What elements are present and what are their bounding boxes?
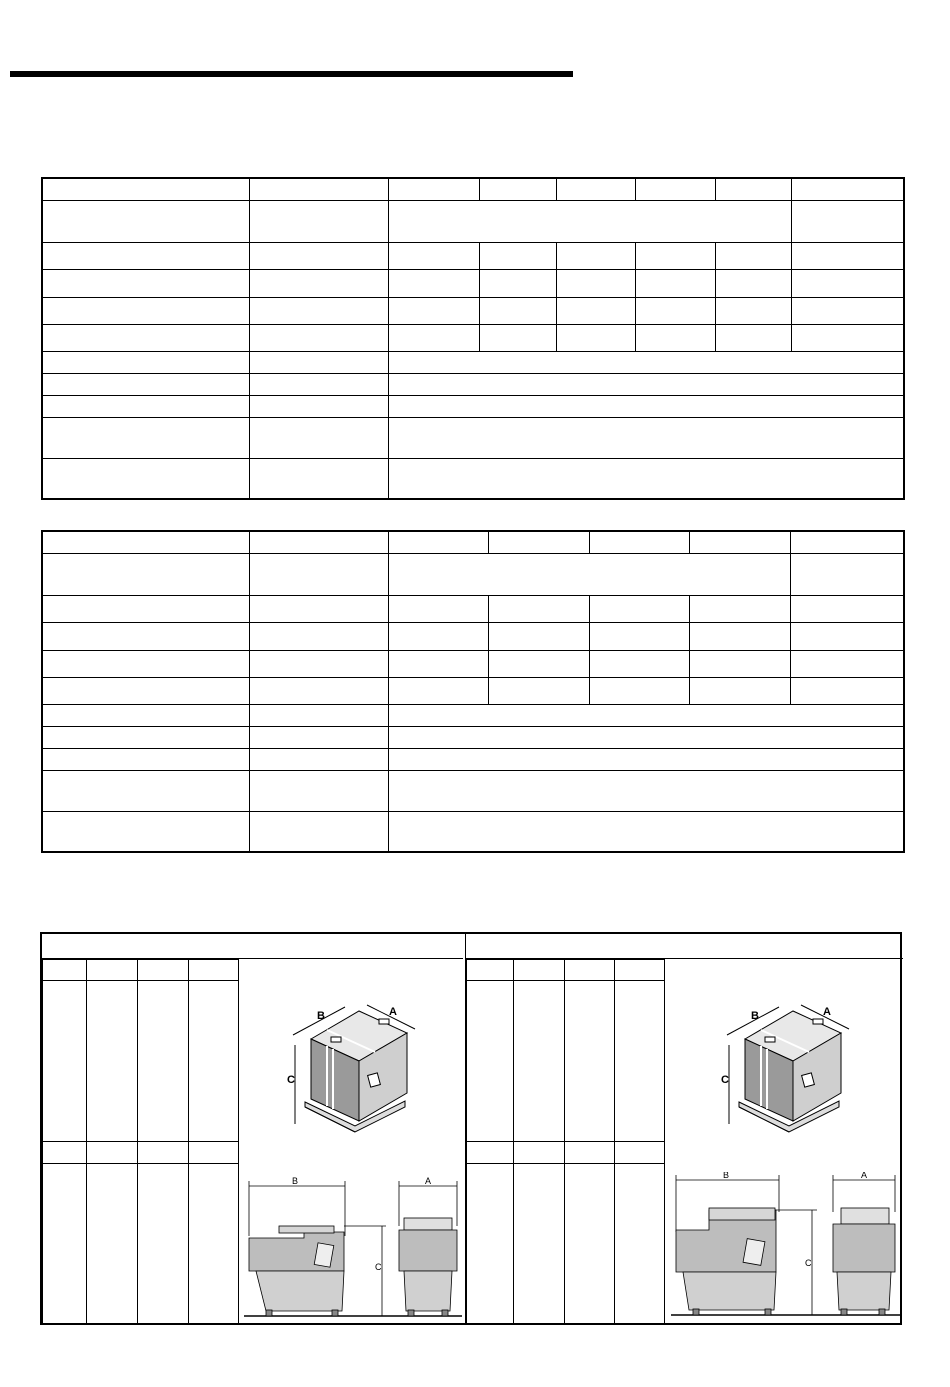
table-row <box>467 1164 665 1325</box>
table-row <box>42 726 904 748</box>
table-row <box>42 622 904 650</box>
dimension-a-label: A <box>389 1006 397 1018</box>
table-row <box>42 595 904 622</box>
panel-header <box>466 934 903 959</box>
table-row <box>42 770 904 811</box>
table-row <box>42 531 904 553</box>
table-row <box>42 297 904 324</box>
table-row <box>42 650 904 677</box>
table-row <box>43 1142 239 1164</box>
packed-crate-icon <box>287 999 417 1139</box>
machine-dimension-c-label: C <box>805 1258 812 1268</box>
table-row <box>42 351 904 373</box>
table-row <box>42 395 904 417</box>
table-row <box>42 178 904 200</box>
dimensions-section <box>40 932 902 1325</box>
dimension-c-label: C <box>287 1074 295 1086</box>
machine-dimension-b-label: B <box>292 1176 299 1186</box>
dimensions-table-left <box>42 959 239 1325</box>
table-row <box>42 200 904 242</box>
dimensions-panel-right <box>465 934 903 1323</box>
table-row <box>43 960 239 981</box>
table-row <box>42 704 904 726</box>
table-row <box>42 242 904 269</box>
header-rule <box>10 71 573 77</box>
machine-outline-icon <box>244 1176 462 1321</box>
table-row <box>42 269 904 297</box>
spec-table-1 <box>41 177 905 500</box>
table-row <box>42 417 904 458</box>
table-row <box>42 811 904 852</box>
table-row <box>43 981 239 1142</box>
table-row <box>43 1164 239 1325</box>
table-row <box>42 373 904 395</box>
machine-dimension-b-label: B <box>723 1172 730 1180</box>
dimension-c-label: C <box>721 1074 729 1086</box>
dimension-b-label: B <box>317 1010 325 1022</box>
table-row <box>467 1142 665 1164</box>
machine-dimension-c-label: C <box>375 1262 382 1272</box>
machine-outline-icon <box>671 1172 901 1322</box>
table-row <box>467 981 665 1142</box>
spec-table-2 <box>41 530 905 853</box>
dimension-b-label: B <box>751 1010 759 1022</box>
table-row <box>42 677 904 704</box>
panel-header <box>42 934 463 959</box>
table-row <box>42 324 904 351</box>
dimension-a-label: A <box>823 1006 831 1018</box>
dimensions-panel-left <box>42 934 463 1323</box>
table-row <box>42 458 904 499</box>
table-row <box>467 960 665 981</box>
machine-dimension-a-label: A <box>425 1176 432 1186</box>
table-row <box>42 748 904 770</box>
table-row <box>42 553 904 595</box>
machine-dimension-a-label: A <box>861 1172 868 1180</box>
dimensions-table-right <box>466 959 665 1325</box>
packed-crate-icon <box>721 999 851 1139</box>
